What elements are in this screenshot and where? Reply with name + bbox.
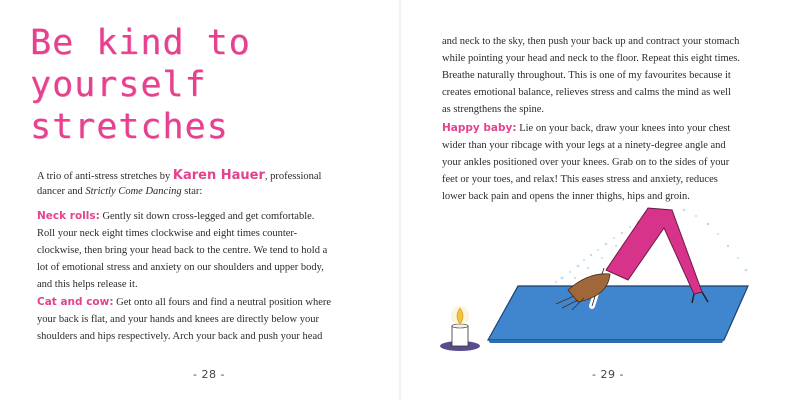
cat-and-cow-paragraph: [37, 294, 335, 345]
yoga-mat-icon: [488, 286, 748, 343]
cat-and-cow-continuation: and neck to the sky, then push your back up and contract your stomach while pointing your head and neck to the floor. Repeat this eight times. Breathe naturally throughout. This is one of my favourites because it creates emotional balance, relieves stress and calms the mind as well as strengthens the spine.: [442, 36, 741, 115]
page-title: Be kind to yourself stretches: [30, 23, 251, 147]
intro-middle: , professional dancer and: [37, 171, 322, 197]
right-page: [400, 0, 800, 400]
neck-rolls-paragraph: [37, 208, 335, 293]
neck-rolls-label: Neck rolls:: [37, 210, 100, 222]
yoga-illustration: [428, 200, 768, 370]
intro-before: A trio of anti-stress stretches by: [37, 171, 173, 182]
happy-baby-text: Lie on your back, draw your knees into your chest wider than your ribcage with your legs at a ninety-degree angle and your ankles positioned over your knees. Grab on to the sides of your feet or your toes, and relax! This eases stress and anxiety, reduces lower back pain and opens the inner thighs, hips and groin.: [442, 123, 731, 202]
cat-and-cow-text: Get onto all fours and find a neutral position where your back is flat, and your hands and knees are directly below your shoulders and hips respectively. Arch your back and push your head: [37, 297, 332, 342]
intro-after: star:: [181, 186, 203, 197]
cat-and-cow-label: Cat and cow:: [37, 296, 114, 308]
intro-text: [37, 168, 337, 199]
candle-icon: [440, 306, 480, 351]
happy-baby-label: Happy baby:: [442, 122, 517, 134]
author-name: Karen Hauer: [172, 168, 265, 183]
neck-rolls-text: Gently sit down cross-legged and get comfortable. Roll your neck eight times clockwise and eight times counter-clockwise, then bring your head back to the centre. We tend to hold a lot of emotional stress and anxiety on our shoulders and upper body, and this helps release it.: [37, 211, 328, 290]
page-number-left: - 28 -: [193, 368, 225, 381]
show-name: Strictly Come Dancing: [85, 186, 182, 197]
happy-baby-paragraph: [442, 120, 742, 205]
page-number-right: - 29 -: [592, 368, 624, 381]
